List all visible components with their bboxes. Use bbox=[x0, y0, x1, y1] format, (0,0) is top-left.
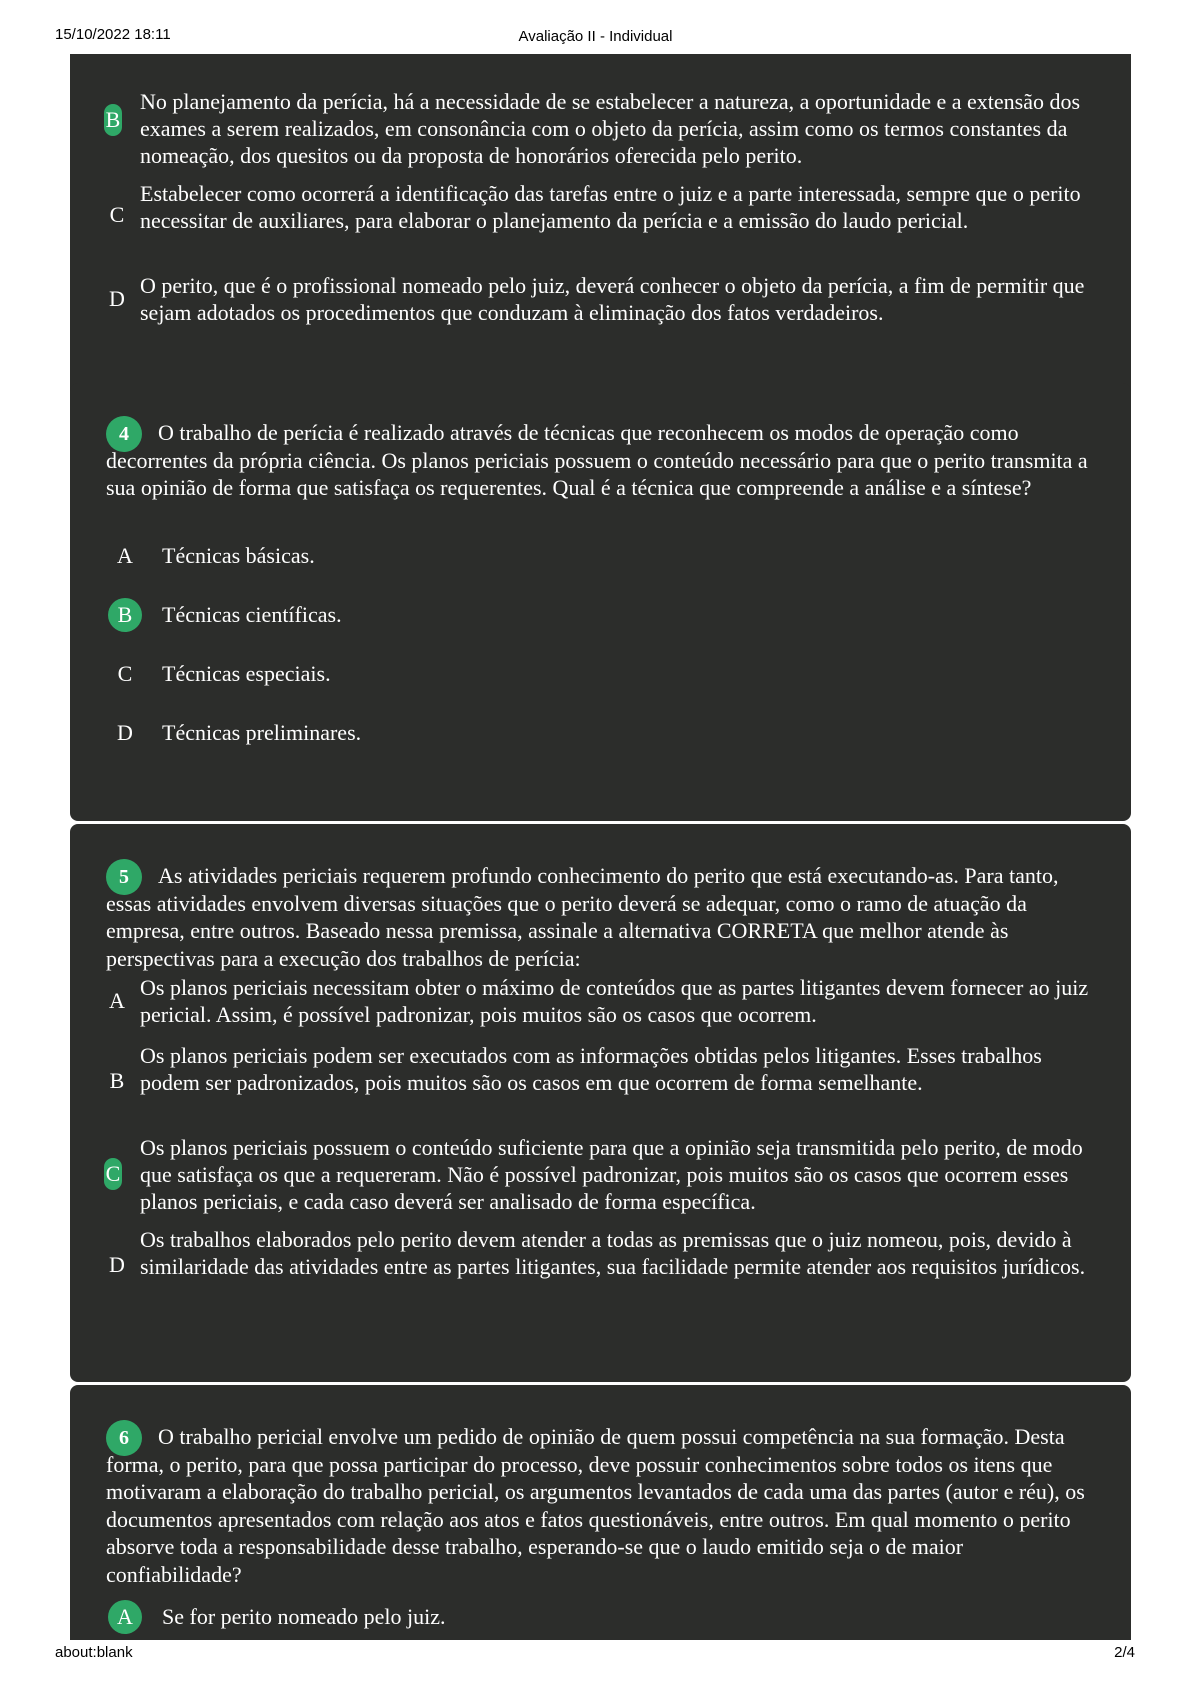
question-number-badge: 5 bbox=[106, 859, 142, 895]
q3-option-b[interactable] bbox=[104, 78, 1105, 168]
question-card-4 bbox=[70, 383, 1131, 821]
q3-option-text: No planejamento da perícia, há a necessidade de se estabelecer a natureza, a oportunidade e a extensão dos exames a serem realizados, em consonância com o objeto da perícia, assim como os termos constantes da nomeação, dos quesitos ou da proposta de honorários oferecida pelo perito. bbox=[140, 89, 1081, 168]
q4-option-letter-d[interactable]: D bbox=[117, 720, 133, 745]
q4-option-d[interactable]: Técnicas preliminares. bbox=[162, 720, 362, 745]
q4-option-letter-c[interactable]: C bbox=[117, 661, 133, 686]
q5-option-letter: C bbox=[104, 1158, 122, 1190]
q3-option-letter: B bbox=[104, 104, 122, 136]
q3-option-text: O perito, que é o profissional nomeado pelo juiz, deverá conhecer o objeto da perícia, a fim de permitir que sejam adotados os procedimentos que conduzam à eliminação dos fatos verdadeiros. bbox=[140, 273, 1085, 325]
q5-option-d[interactable] bbox=[104, 1226, 1105, 1310]
q4-option-a[interactable]: Técnicas básicas. bbox=[162, 543, 315, 568]
q5-option-letter: B bbox=[109, 1068, 125, 1093]
print-footer bbox=[0, 1644, 1191, 1674]
q4-option-letter-a[interactable]: A bbox=[117, 543, 133, 568]
question-stem: O trabalho de perícia é realizado através de técnicas que reconhecem os modos de operação como decorrentes da própria ciência. Os planos periciais possuem o conteúdo necessário para que o perito transmita a sua opinião de forma que satisfaça os requerentes. Qual é a técnica que compreende a análise e a síntese? bbox=[106, 420, 1088, 500]
question-number-badge: 6 bbox=[106, 1420, 142, 1456]
q3-option-letter: D bbox=[109, 286, 125, 311]
page-number: 2/4 bbox=[1114, 1644, 1135, 1661]
question-card-6 bbox=[70, 1385, 1131, 1640]
q5-option-c[interactable] bbox=[104, 1134, 1105, 1218]
q3-option-text: Estabelecer como ocorrerá a identificação das tarefas entre o juiz e a parte interessada, sempre que o perito necessitar de auxiliares, para elaborar o planejamento da perícia e a emissão do laudo pericial. bbox=[140, 181, 1081, 233]
question-number-badge: 4 bbox=[106, 416, 142, 452]
print-header bbox=[0, 26, 1191, 56]
question-stem: O trabalho pericial envolve um pedido de opinião de quem possui competência na sua formação. Desta forma, o perito, para que possa participar do processo, deve possuir conhecimentos sobre todos os itens que motivaram a elaboração do trabalho pericial, os argumentos levantados de cada uma das partes (autor e réu), os documentos apresentados com relação aos atos e fatos questionáveis, entre outros. Em qual momento o perito absorve toda a responsabilidade desse trabalho, esperando-se que o laudo emitido seja o de maior confiabilidade? bbox=[106, 1424, 1085, 1587]
q3-option-d[interactable] bbox=[104, 262, 1105, 325]
q5-option-text: Os planos periciais necessitam obter o máximo de conteúdos que as partes litigantes devem fornecer ao juiz pericial. Assim, é possível padronizar, pois muitos são os casos que ocorrem. bbox=[140, 975, 1089, 1027]
q3-option-letter: C bbox=[109, 202, 125, 227]
q3-option-c[interactable] bbox=[104, 170, 1105, 254]
q5-option-text: Os planos periciais podem ser executados com as informações obtidas pelos litigantes. Esses trabalhos podem ser padronizados, pois muitos são os casos em que ocorrem de forma semelhante. bbox=[140, 1043, 1042, 1095]
q5-option-letter: A bbox=[109, 988, 125, 1013]
q5-option-letter: D bbox=[109, 1252, 125, 1277]
page-url: about:blank bbox=[55, 1644, 133, 1661]
page-title: Avaliação II - Individual bbox=[518, 28, 673, 45]
q6-option-letter-a[interactable]: A bbox=[108, 1600, 142, 1634]
q6-option-a[interactable]: Se for perito nomeado pelo juiz. bbox=[162, 1604, 446, 1629]
q5-option-b[interactable] bbox=[104, 1042, 1105, 1126]
question-card-3 bbox=[70, 54, 1131, 436]
q5-option-text: Os trabalhos elaborados pelo perito devem atender a todas as premissas que o juiz nomeou, pois, devido à similaridade das atividades entre as partes litigantes, sua facilidade permite atender aos requisitos jurídicos. bbox=[140, 1227, 1086, 1279]
question-card-5 bbox=[70, 824, 1131, 1382]
question-stem: As atividades periciais requerem profundo conhecimento do perito que está executando-as. Para tanto, essas atividades envolvem diversas situações que o perito deverá se adequar, como o ramo de atuação da empresa, entre outros. Baseado nessa premissa, assinale a alternativa CORRETA que melhor atende às perspectivas para a execução dos trabalhos de perícia: bbox=[106, 863, 1059, 971]
q4-option-b[interactable]: Técnicas científicas. bbox=[162, 602, 342, 627]
q4-option-letter-b[interactable]: B bbox=[108, 598, 142, 632]
page-content bbox=[0, 54, 1191, 1640]
q5-option-text: Os planos periciais possuem o conteúdo suficiente para que a opinião seja transmitida pelo perito, de modo que satisfaça os que a requereram. Não é possível padronizar, pois muitos são os casos que ocorrem esses planos periciais, e cada caso deverá ser analisado de forma específica. bbox=[140, 1135, 1083, 1214]
q5-option-a[interactable] bbox=[104, 974, 1105, 1034]
print-datetime: 15/10/2022 18:11 bbox=[55, 26, 171, 43]
q4-option-c[interactable]: Técnicas especiais. bbox=[162, 661, 331, 686]
